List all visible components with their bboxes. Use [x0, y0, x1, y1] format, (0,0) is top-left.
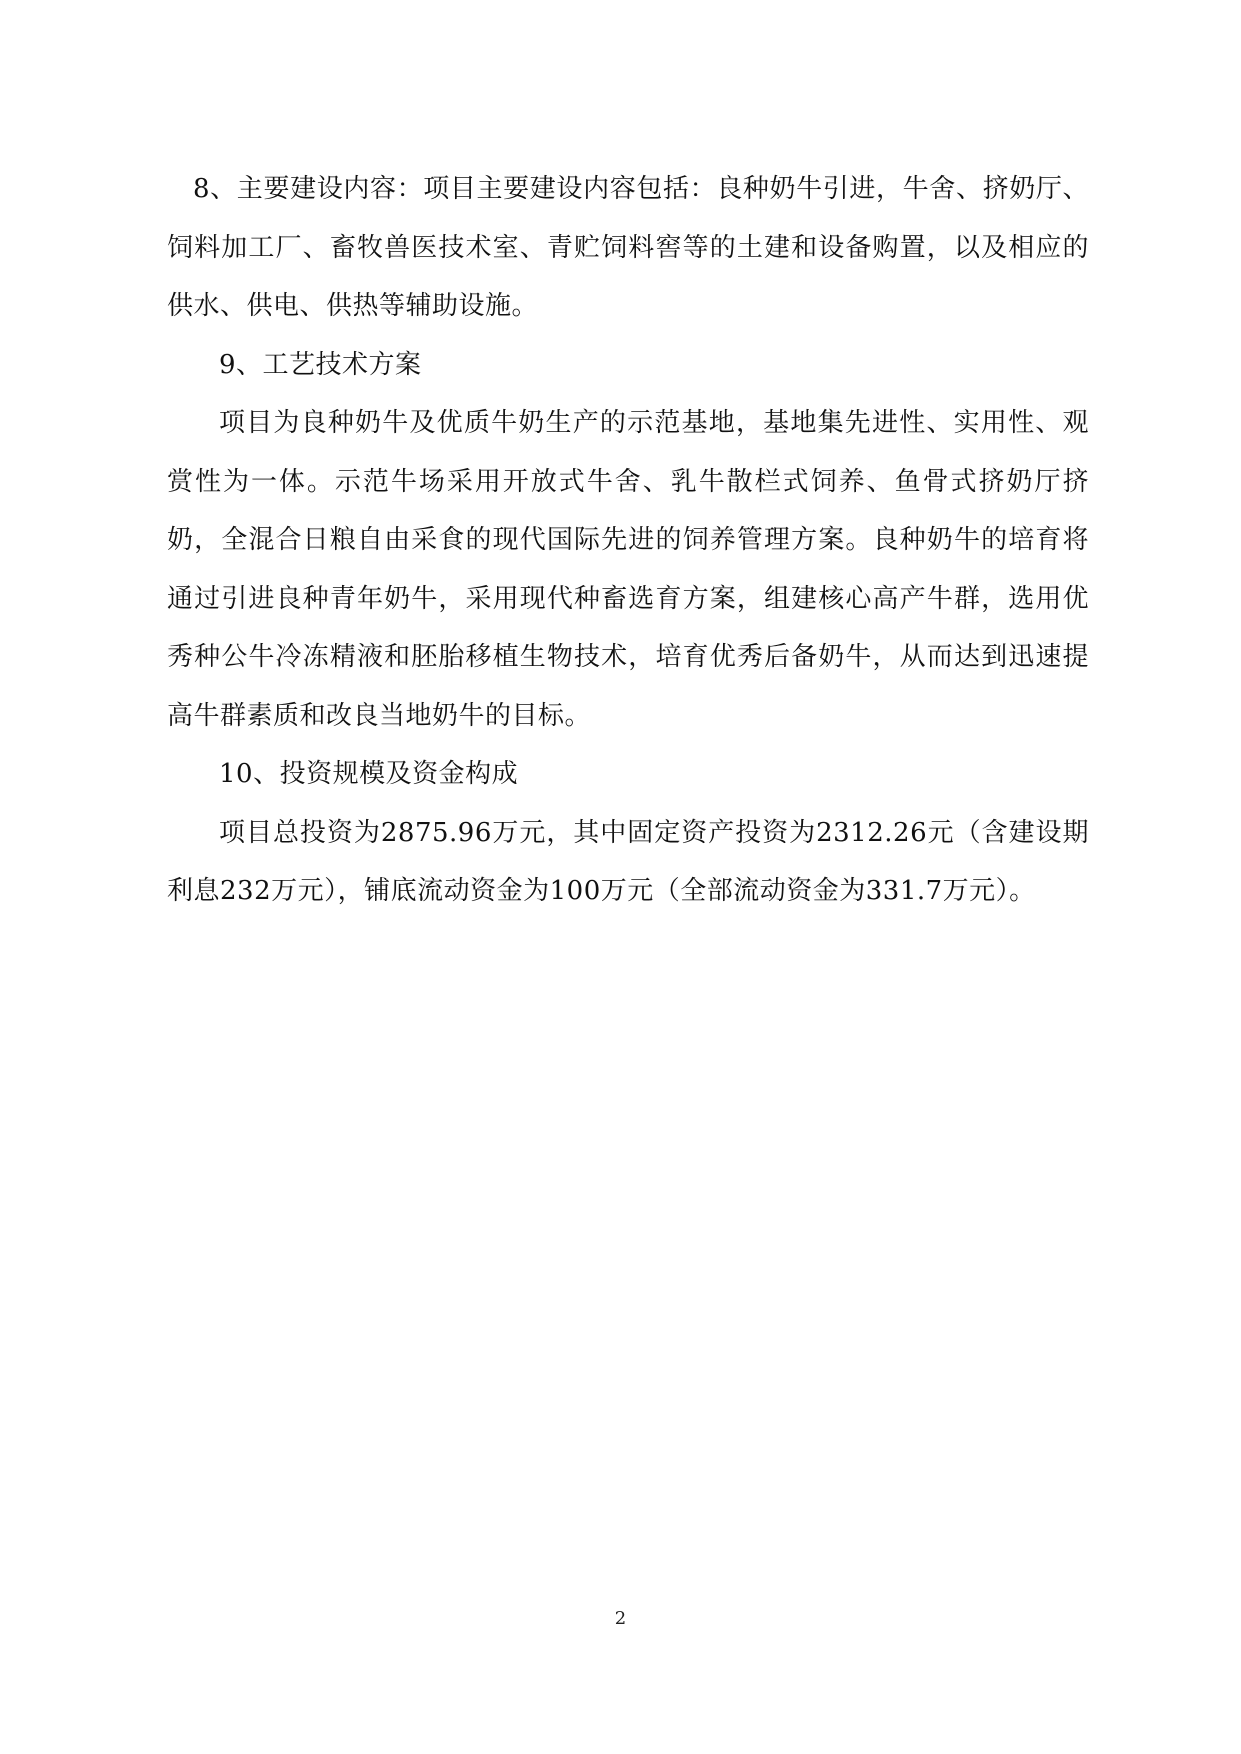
page-number: 2: [614, 1608, 627, 1629]
document-body: [167, 160, 1089, 921]
investment-paragraph: 项目总投资为2875.96万元，其中固定资产投资为2312.26元（含建设期利息232万元），铺底流动资金为100万元（全部流动资金为331.7万元）。: [167, 817, 1089, 906]
investment-heading: 10、投资规模及资金构成: [219, 759, 519, 789]
technology-paragraph: 项目为良种奶牛及优质牛奶生产的示范基地，基地集先进性、实用性、观赏性为一体。示范牛场采用开放式牛舍、乳牛散栏式饲养、鱼骨式挤奶厅挤奶，全混合日粮自由采食的现代国际先进的饲养管理方案。良种奶牛的培育将通过引进良种青年奶牛，采用现代种畜选育方案，组建核心高产牛群，选用优秀种公牛冷冻精液和胚胎移植生物技术，培育优秀后备奶牛，从而达到迅速提高牛群素质和改良当地奶牛的目标。: [167, 408, 1089, 731]
technology-heading: 9、工艺技术方案: [219, 349, 422, 380]
construction-paragraph: 8、主要建设内容：项目主要建设内容包括：良种奶牛引进，牛舍、挤奶厅、饲料加工厂、畜牧兽医技术室、青贮饲料窖等的土建和设备购置，以及相应的供水、供电、供热等辅助设施。: [167, 174, 1089, 321]
